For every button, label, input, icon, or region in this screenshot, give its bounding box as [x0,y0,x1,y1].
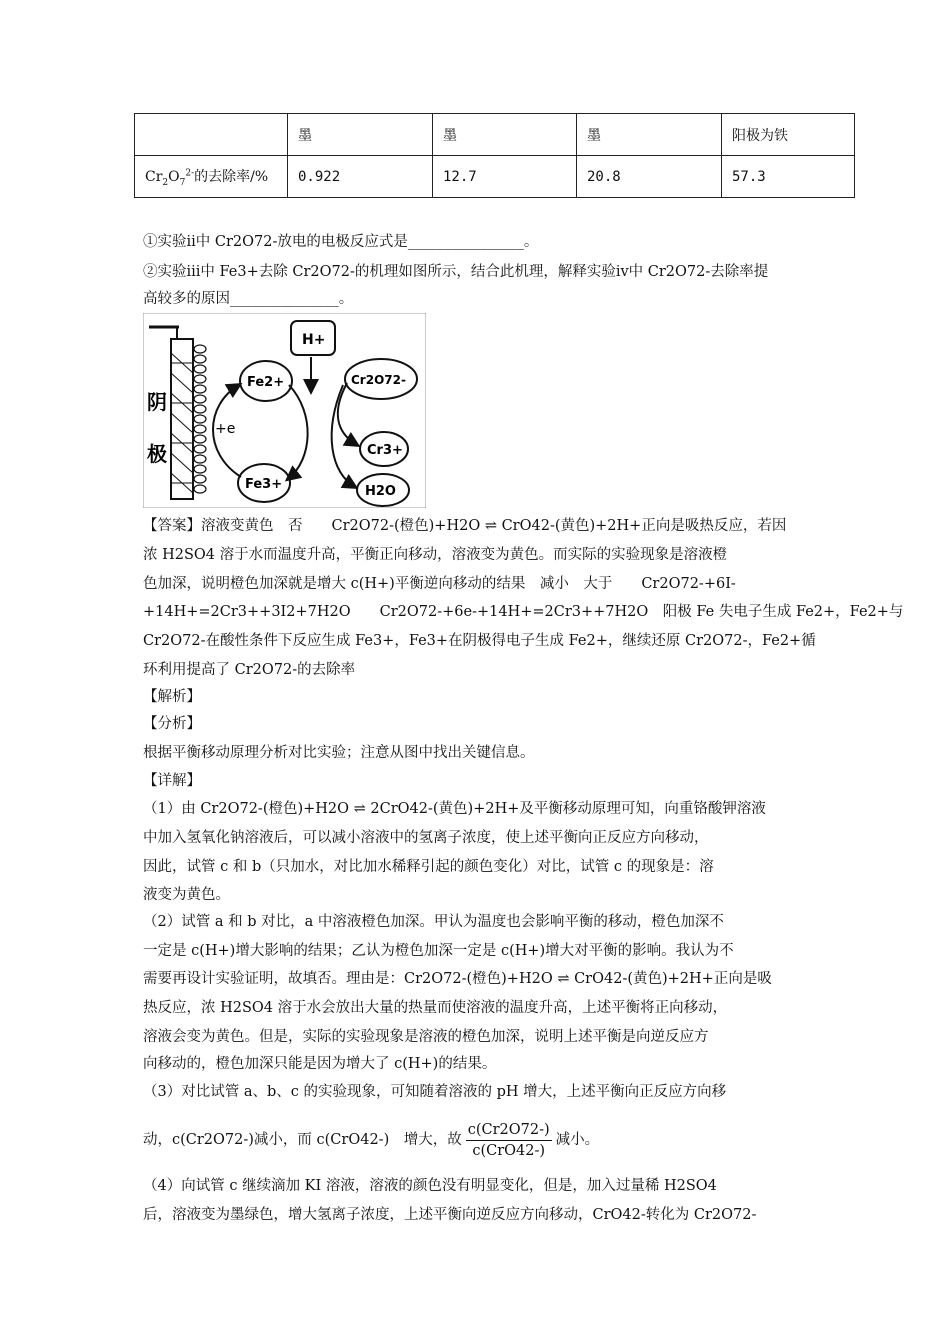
ratio-denominator: c(CrO42-) [472,1142,546,1159]
electron-label: +e [215,421,236,437]
h-plus-label: H+ [302,332,326,348]
detail-p2-line-4: 热反应，浓 H2SO4 溶于水会放出大量的热量而使溶液的温度升高，上述平衡将正向移动， [143,1000,728,1016]
answer-line-6: 环利用提高了 Cr2O72-的去除率 [143,662,356,678]
detail-p2-line-1: （2）试管 a 和 b 对比，a 中溶液橙色加深。甲认为温度也会影响平衡的移动，橙色加深不 [143,914,724,930]
cathode-electrode [171,339,206,499]
detail-p1-line-1: （1）由 Cr2O72-(橙色)+H2O ⇌ 2CrO42-(黄色)+2H+及平衡移动原理可知，向重铬酸钾溶液 [143,801,766,817]
question-2-line-1: ②实验ⅲ中 Fe3+去除 Cr2O72-的机理如图所示，结合此机理，解释实验ⅳ中 Cr2O72-去除率提 [143,264,769,280]
detail-p3-text-a: 动，c(Cr2O72-)减小，而 c(CrO42-) 增大，故 [143,1132,462,1148]
removal-rate-table [134,113,855,198]
detail-p2-line-5: 溶液会变为黄色。但是，实际的实验现象是溶液的橙色加深，说明上述平衡是向逆反应方 [143,1029,709,1045]
table-cell: 20.8 [577,156,722,198]
detail-p1-line-4: 液变为黄色。 [143,887,230,903]
table-header-cell: 阳极为铁 [722,114,855,156]
ratio-numerator: c(Cr2O72-) [466,1120,552,1141]
question-2-line-2: 高较多的原因_______________。 [143,291,354,307]
fe2-label: Fe2+ [247,375,285,390]
detail-p3-text-b: 减小。 [555,1132,600,1148]
table-row-label: $Cr_2O_7^{2-}$的去除率/% [135,156,288,198]
section-fenxi: 【分析】 [143,716,201,732]
detail-p3-line-1: （3）对比试管 a、b、c 的实验现象，可知随着溶液的 pH 增大，上述平衡向正反应方向移 [143,1084,727,1100]
section-xiangjie: 【详解】 [143,773,201,789]
table-row [135,156,855,198]
fenxi-text: 根据平衡移动原理分析对比实验；注意从图中找出关键信息。 [143,745,535,761]
cr3-label: Cr3+ [367,443,403,458]
detail-p2-line-3: 需要再设计实验证明，故填否。理由是：Cr2O72-(橙色)+H2O ⇌ CrO42-(黄色)+2H+正向是吸 [143,971,772,987]
answer-line-3: 色加深，说明橙色加深就是增大 c(H+)平衡逆向移动的结果 减小 大于 Cr2O72-+6I- [143,576,736,592]
row-label-suffix: 的去除率/% [194,168,269,185]
table-cell: 57.3 [722,156,855,198]
electrode-label-top: 阴 [147,390,167,414]
detail-p2-line-6: 向移动的，橙色加深只能是因为增大了 c(H+)的结果。 [143,1056,497,1072]
detail-p1-line-2: 中加入氢氧化钠溶液后，可以减小溶液中的氢离子浓度，使上述平衡向正反应方向移动， [143,830,709,846]
section-jiexi: 【解析】 [143,689,201,705]
fe3-label: Fe3+ [245,477,283,492]
row-label-prefix: Cr [145,168,163,185]
h2o-label: H2O [365,484,396,499]
answer-line-1: 【答案】溶液变黄色 否 Cr2O72-(橙色)+H2O ⇌ CrO42-(黄色)+2H+正向是吸热反应，若因 [143,518,787,534]
detail-p4-line-2: 后，溶液变为墨绿色，增大氢离子浓度，上述平衡向逆反应方向移动，CrO42-转化为 Cr2O72- [143,1207,757,1223]
electrode-label-bottom: 极 [147,442,167,466]
detail-p3-line-2 [143,1116,599,1164]
detail-p4-line-1: （4）向试管 c 继续滴加 KI 溶液，溶液的颜色没有明显变化，但是，加入过量稀 H2SO4 [143,1178,717,1194]
table-cell: 12.7 [433,156,577,198]
table-header-cell [135,114,288,156]
question-1: ①实验ⅱ中 Cr2O72-放电的电极反应式是________________。 [143,234,539,250]
cr2o7-label: Cr2O72- [351,373,406,387]
detail-p2-line-2: 一定是 c(H+)增大影响的结果；乙认为橙色加深一定是 c(H+)增大对平衡的影响。我认为不 [143,943,734,959]
table-header-cell: 墨 [288,114,433,156]
table-cell: 0.922 [288,156,433,198]
answer-line-5: Cr2O72-在酸性条件下反应生成 Fe3+，Fe3+在阴极得电子生成 Fe2+，继续还原 Cr2O72-，Fe2+循 [143,633,816,649]
table-header-cell: 墨 [577,114,722,156]
answer-line-2: 浓 H2SO4 溶于水而温度升高，平衡正向移动，溶液变为黄色。而实际的实验现象是溶液橙 [143,547,728,563]
concentration-ratio [466,1120,552,1161]
answer-line-4: +14H+=2Cr3++3I2+7H2O Cr2O72-+6e-+14H+=2Cr3++7H2O 阳极 Fe 失电子生成 Fe2+，Fe2+与 [143,604,904,620]
table-header-row [135,114,855,156]
table-header-cell: 墨 [433,114,577,156]
mechanism-diagram [143,313,426,508]
detail-p1-line-3: 因此，试管 c 和 b（只加水，对比加水稀释引起的颜色变化）对比，试管 c 的现象是：溶 [143,859,714,875]
